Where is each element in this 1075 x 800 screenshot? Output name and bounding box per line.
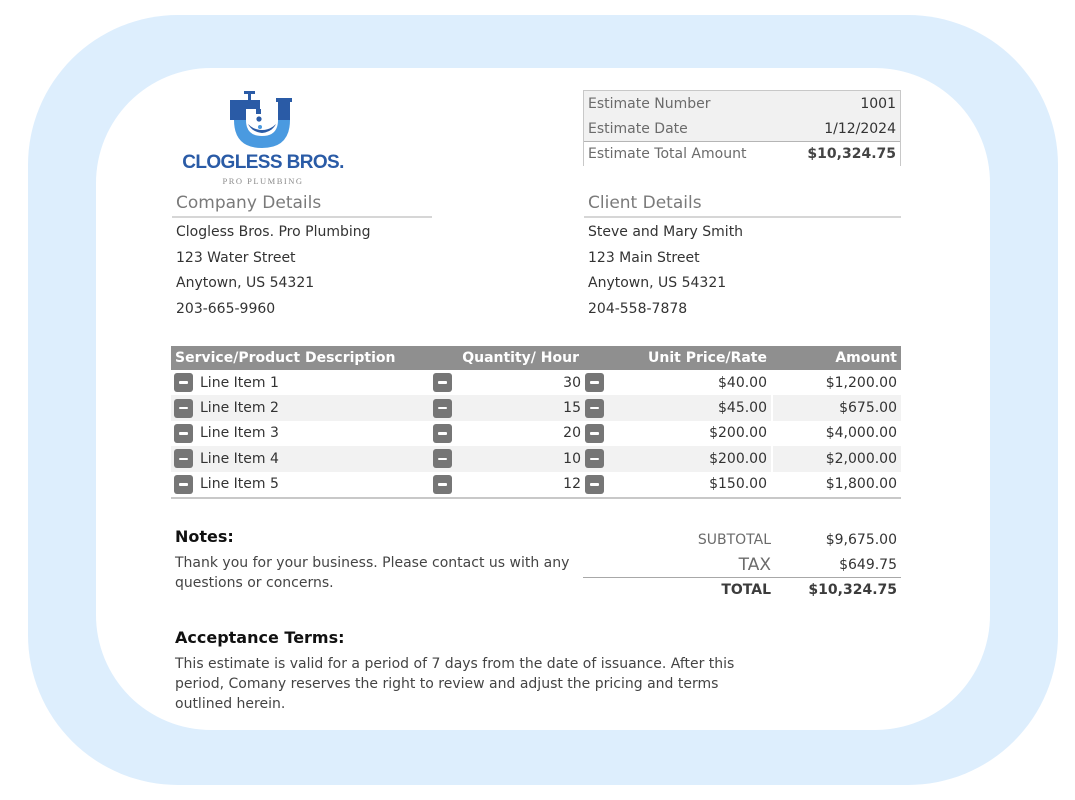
item-unit-price[interactable]: $40.00 — [718, 374, 767, 391]
total-row — [583, 577, 901, 602]
company-logo-name: CLOGLESS BROS. — [182, 152, 344, 173]
pipe-faucet-logo-icon — [230, 90, 294, 152]
client-name[interactable]: Steve and Mary Smith — [588, 224, 744, 240]
decrease-price-button[interactable] — [585, 424, 604, 443]
company-details — [172, 193, 432, 322]
estimate-total-label: Estimate Total Amount — [588, 146, 747, 162]
decrease-price-button[interactable] — [585, 449, 604, 468]
table-bottom-border — [171, 497, 901, 499]
tax-label: TAX — [738, 554, 771, 575]
decrease-quantity-button[interactable] — [433, 449, 452, 468]
decrease-quantity-button[interactable] — [433, 475, 452, 494]
company-street[interactable]: 123 Water Street — [176, 249, 296, 266]
company-name[interactable]: Clogless Bros. Pro Plumbing — [176, 224, 371, 240]
minus-icon — [179, 483, 188, 486]
item-description[interactable]: Line Item 4 — [200, 450, 279, 467]
item-description[interactable]: Line Item 2 — [200, 400, 279, 417]
minus-icon — [179, 407, 188, 410]
item-unit-price[interactable]: $200.00 — [709, 450, 767, 467]
minus-icon — [438, 381, 447, 384]
item-unit-price[interactable]: $150.00 — [709, 476, 767, 493]
notes-section — [175, 527, 575, 593]
table-row — [171, 472, 901, 497]
item-amount: $1,200.00 — [825, 374, 897, 391]
estimate-date-row — [584, 116, 900, 141]
company-phone[interactable]: 203-665-9960 — [176, 300, 276, 317]
minus-icon — [590, 483, 599, 486]
estimate-summary — [583, 90, 901, 166]
minus-icon — [590, 458, 599, 461]
tax-value[interactable]: $649.75 — [839, 556, 897, 573]
estimate-date-label: Estimate Date — [588, 120, 688, 137]
item-unit-price[interactable]: $45.00 — [718, 400, 767, 417]
total-label: TOTAL — [721, 582, 771, 598]
minus-icon — [438, 432, 447, 435]
estimate-total-value: $10,324.75 — [807, 146, 896, 162]
terms-heading: Acceptance Terms: — [175, 628, 345, 647]
line-items-table — [171, 346, 901, 499]
minus-icon — [179, 458, 188, 461]
decrease-price-button[interactable] — [585, 475, 604, 494]
decrease-price-button[interactable] — [585, 399, 604, 418]
company-logo — [178, 90, 348, 188]
minus-icon — [590, 407, 599, 410]
item-description[interactable]: Line Item 1 — [200, 374, 279, 391]
item-description[interactable]: Line Item 3 — [200, 425, 279, 442]
estimate-number-value[interactable]: 1001 — [860, 95, 896, 112]
terms-text[interactable]: This estimate is valid for a period of 7 days from the date of issuance. After this period, Comany reserves the right to review and adjust the pricing and terms outlined herein. — [175, 656, 735, 712]
estimate-total-row — [584, 141, 900, 166]
acceptance-terms-section — [175, 628, 795, 714]
client-details — [584, 193, 901, 322]
item-quantity[interactable]: 15 — [563, 400, 581, 417]
table-row — [171, 446, 901, 471]
remove-row-button[interactable] — [174, 449, 193, 468]
table-row — [171, 395, 901, 420]
item-unit-price[interactable]: $200.00 — [709, 425, 767, 442]
client-city[interactable]: Anytown, US 54321 — [588, 275, 727, 291]
remove-row-button[interactable] — [174, 399, 193, 418]
minus-icon — [438, 483, 447, 486]
remove-row-button[interactable] — [174, 373, 193, 392]
decrease-quantity-button[interactable] — [433, 399, 452, 418]
decrease-quantity-button[interactable] — [433, 373, 452, 392]
minus-icon — [438, 407, 447, 410]
company-details-title: Company Details — [172, 193, 432, 218]
minus-icon — [179, 381, 188, 384]
client-street[interactable]: 123 Main Street — [588, 249, 700, 266]
subtotal-label: SUBTOTAL — [697, 531, 771, 548]
estimate-date-value[interactable]: 1/12/2024 — [824, 120, 896, 137]
item-quantity[interactable]: 10 — [563, 450, 581, 467]
decrease-quantity-button[interactable] — [433, 424, 452, 443]
table-row — [171, 370, 901, 395]
table-header — [171, 346, 901, 370]
item-quantity[interactable]: 12 — [563, 476, 581, 493]
minus-icon — [438, 458, 447, 461]
item-amount: $1,800.00 — [825, 476, 897, 493]
item-description[interactable]: Line Item 5 — [200, 476, 279, 493]
item-amount: $675.00 — [839, 400, 897, 417]
client-phone[interactable]: 204-558-7878 — [588, 300, 688, 317]
item-amount: $4,000.00 — [825, 425, 897, 442]
minus-icon — [590, 432, 599, 435]
company-logo-tagline: PRO PLUMBING — [222, 176, 304, 186]
decrease-price-button[interactable] — [585, 373, 604, 392]
estimate-number-row — [584, 91, 900, 116]
totals-section — [583, 527, 901, 602]
notes-text[interactable]: Thank you for your business. Please contact us with any questions or concerns. — [175, 555, 570, 591]
company-city[interactable]: Anytown, US 54321 — [176, 275, 315, 291]
header-quantity: Quantity/ Hour — [462, 350, 579, 366]
subtotal-value: $9,675.00 — [825, 531, 897, 548]
estimate-number-label: Estimate Number — [588, 95, 711, 112]
total-value: $10,324.75 — [808, 582, 897, 598]
tax-row — [583, 552, 901, 577]
remove-row-button[interactable] — [174, 475, 193, 494]
subtotal-row — [583, 527, 901, 552]
item-amount: $2,000.00 — [825, 450, 897, 467]
client-details-title: Client Details — [584, 193, 901, 218]
minus-icon — [179, 432, 188, 435]
item-quantity[interactable]: 20 — [563, 425, 581, 442]
minus-icon — [590, 381, 599, 384]
remove-row-button[interactable] — [174, 424, 193, 443]
header-amount: Amount — [835, 350, 897, 366]
item-quantity[interactable]: 30 — [563, 374, 581, 391]
notes-heading: Notes: — [175, 527, 234, 546]
table-row — [171, 421, 901, 446]
header-description: Service/Product Description — [175, 350, 396, 366]
header-unit-price: Unit Price/Rate — [648, 350, 767, 366]
